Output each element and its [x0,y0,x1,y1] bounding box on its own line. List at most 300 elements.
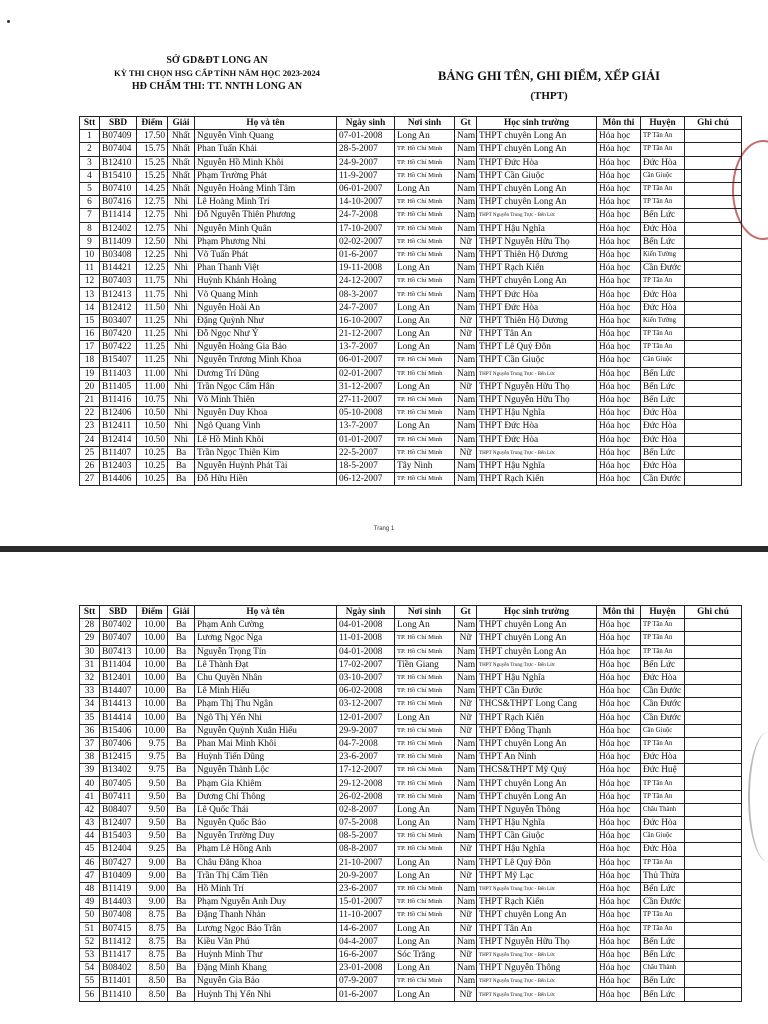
cell-district: Đức Hòa [641,407,685,420]
col-header-full-name: Họ và tên [195,606,337,619]
scan-dot [7,20,10,23]
cell-birth-place: TP. Hồ Chí Minh [395,446,455,459]
cell-birth-date: 14-6-2007 [337,922,395,935]
cell-gender: Nam [455,367,477,380]
cell-full-name: Phạm Gia Khiêm [195,777,337,790]
cell-note [685,209,742,222]
cell-school: THPT Nguyễn Trung Trực - Bến Lức [477,367,597,380]
cell-gender: Nam [455,856,477,869]
cell-score: 15.25 [137,156,168,169]
cell-stt: 9 [80,235,100,248]
cell-subject: Hóa học [597,948,641,961]
cell-district: Bến Lức [641,988,685,1001]
cell-birth-place: TP. Hồ Chí Minh [395,222,455,235]
cell-note [685,248,742,261]
cell-birth-place: Tây Ninh [395,459,455,472]
cell-birth-place: Long An [395,711,455,724]
cell-birth-place: TP. Hồ Chí Minh [395,645,455,658]
cell-gender: Nam [455,288,477,301]
cell-school: THPT Cần Giuộc [477,169,597,182]
cell-subject: Hóa học [597,314,641,327]
cell-gender: Nam [455,737,477,750]
cell-gender: Nam [455,262,477,275]
cell-note [685,777,742,790]
cell-gender: Nam [455,222,477,235]
table-row [80,777,742,790]
cell-subject: Hóa học [597,341,641,354]
table-row [80,130,742,143]
cell-full-name: Nguyễn Duy Khoa [195,407,337,420]
cell-birth-date: 06-12-2007 [337,473,395,486]
cell-stt: 5 [80,182,100,195]
cell-birth-date: 04-7-2008 [337,737,395,750]
cell-birth-date: 29-12-2008 [337,777,395,790]
cell-note [685,446,742,459]
cell-gender: Nữ [455,843,477,856]
cell-birth-place: TP. Hồ Chí Minh [395,698,455,711]
cell-district: Cần Đước [641,262,685,275]
cell-sbd: B11416 [100,393,137,406]
cell-district: Châu Thành [641,803,685,816]
issuer-header [86,54,348,93]
cell-stt: 11 [80,262,100,275]
cell-stt: 7 [80,209,100,222]
cell-score: 12.50 [137,235,168,248]
cell-subject: Hóa học [597,830,641,843]
cell-stt: 15 [80,314,100,327]
col-header-gender: Gt [455,606,477,619]
cell-note [685,328,742,341]
cell-school: THPT Đức Hòa [477,420,597,433]
cell-school: THPT Nguyễn Hữu Thọ [477,380,597,393]
cell-birth-place: TP. Hồ Chí Minh [395,896,455,909]
cell-subject: Hóa học [597,711,641,724]
cell-stt: 12 [80,275,100,288]
cell-gender: Nam [455,685,477,698]
col-header-full-name: Họ và tên [195,117,337,130]
cell-award: Ba [168,764,195,777]
cell-full-name: Đỗ Hữu Hiền [195,473,337,486]
table-row [80,988,742,1001]
cell-birth-place: TP. Hồ Chí Minh [395,737,455,750]
cell-award: Nhì [168,328,195,341]
cell-school: THPT Cần Giuộc [477,830,597,843]
cell-stt: 3 [80,156,100,169]
cell-stt: 21 [80,393,100,406]
cell-score: 9.50 [137,817,168,830]
cell-full-name: Nguyễn Thành Lộc [195,764,337,777]
cell-birth-place: TP. Hồ Chí Minh [395,777,455,790]
cell-note [685,935,742,948]
cell-sbd: B07427 [100,856,137,869]
table-row [80,473,742,486]
cell-note [685,751,742,764]
cell-subject: Hóa học [597,222,641,235]
table-row [80,909,742,922]
cell-full-name: Lê Hồ Minh Khôi [195,433,337,446]
cell-note [685,393,742,406]
cell-district: Bến Lức [641,446,685,459]
cell-birth-place: Long An [395,988,455,1001]
cell-district: Đức Hòa [641,751,685,764]
cell-score: 10.00 [137,645,168,658]
cell-score: 10.00 [137,711,168,724]
cell-subject: Hóa học [597,882,641,895]
cell-score: 9.00 [137,869,168,882]
cell-district: TP Tân An [641,130,685,143]
cell-subject: Hóa học [597,393,641,406]
cell-full-name: Nguyễn Quốc Bảo [195,817,337,830]
cell-stt: 44 [80,830,100,843]
cell-birth-place: Long An [395,301,455,314]
table-row [80,314,742,327]
cell-full-name: Ngô Thị Yến Nhi [195,711,337,724]
cell-gender: Nam [455,407,477,420]
cell-note [685,909,742,922]
cell-district: Châu Thành [641,962,685,975]
cell-full-name: Phạm Anh Cường [195,619,337,632]
cell-gender: Nữ [455,988,477,1001]
cell-school: THPT Lê Quý Đôn [477,856,597,869]
cell-birth-date: 17-10-2007 [337,222,395,235]
cell-score: 12.75 [137,209,168,222]
cell-district: Bến Lức [641,935,685,948]
table-row [80,235,742,248]
cell-gender: Nữ [455,948,477,961]
cell-score: 8.50 [137,988,168,1001]
cell-birth-place: Long An [395,380,455,393]
cell-stt: 17 [80,341,100,354]
cell-stt: 6 [80,196,100,209]
col-header-subject: Môn thi [597,117,641,130]
cell-district: TP Tân An [641,341,685,354]
cell-sbd: B12413 [100,288,137,301]
cell-gender: Nam [455,420,477,433]
cell-school: THPT Hậu Nghĩa [477,671,597,684]
cell-full-name: Võ Quang Minh [195,288,337,301]
cell-district: Đức Hòa [641,301,685,314]
cell-score: 12.25 [137,248,168,261]
cell-award: Ba [168,962,195,975]
cell-stt: 1 [80,130,100,143]
cell-sbd: B07407 [100,632,137,645]
cell-birth-date: 08-5-2007 [337,830,395,843]
cell-subject: Hóa học [597,433,641,446]
table-row [80,882,742,895]
cell-birth-date: 24-7-2007 [337,301,395,314]
cell-award: Ba [168,935,195,948]
cell-birth-place: Long An [395,420,455,433]
cell-subject: Hóa học [597,446,641,459]
cell-sbd: B11410 [100,988,137,1001]
cell-birth-date: 16-6-2007 [337,948,395,961]
cell-note [685,724,742,737]
cell-subject: Hóa học [597,156,641,169]
cell-subject: Hóa học [597,777,641,790]
cell-score: 9.50 [137,803,168,816]
cell-gender: Nam [455,882,477,895]
cell-sbd: B11401 [100,975,137,988]
cell-birth-place: Long An [395,130,455,143]
cell-full-name: Phạm Trường Phát [195,169,337,182]
results-table-page-2 [79,605,742,1002]
cell-birth-date: 29-9-2007 [337,724,395,737]
cell-gender: Nam [455,751,477,764]
cell-gender: Nam [455,935,477,948]
cell-score: 10.50 [137,407,168,420]
cell-subject: Hóa học [597,843,641,856]
cell-sbd: B07415 [100,922,137,935]
cell-subject: Hóa học [597,685,641,698]
cell-school: THPT Nguyễn Hữu Thọ [477,393,597,406]
cell-sbd: B08407 [100,803,137,816]
table-row [80,380,742,393]
cell-birth-date: 28-5-2007 [337,143,395,156]
cell-subject: Hóa học [597,380,641,393]
cell-score: 11.25 [137,314,168,327]
cell-gender: Nam [455,817,477,830]
cell-score: 10.75 [137,393,168,406]
cell-gender: Nam [455,130,477,143]
cell-sbd: B11405 [100,380,137,393]
cell-award: Nhì [168,248,195,261]
cell-stt: 36 [80,724,100,737]
cell-district: TP Tân An [641,143,685,156]
cell-stt: 22 [80,407,100,420]
cell-school: THPT Hậu Nghĩa [477,222,597,235]
cell-subject: Hóa học [597,301,641,314]
cell-note [685,817,742,830]
cell-full-name: Nguyễn Hồ Minh Khôi [195,156,337,169]
cell-sbd: B07408 [100,909,137,922]
cell-full-name: Chu Quyền Nhân [195,671,337,684]
table-row [80,393,742,406]
table-row [80,407,742,420]
cell-district: Bến Lức [641,367,685,380]
col-header-stt: Stt [80,117,100,130]
cell-award: Ba [168,658,195,671]
cell-full-name: Phạm Nguyễn Anh Duy [195,896,337,909]
cell-subject: Hóa học [597,737,641,750]
cell-gender: Nam [455,301,477,314]
table-row [80,420,742,433]
cell-stt: 28 [80,619,100,632]
cell-district: Đức Hòa [641,222,685,235]
cell-full-name: Nguyễn Vinh Quang [195,130,337,143]
cell-score: 17.50 [137,130,168,143]
cell-score: 11.25 [137,328,168,341]
cell-full-name: Phạm Phương Nhi [195,235,337,248]
cell-birth-date: 07-9-2007 [337,975,395,988]
cell-district: Cần Giuộc [641,354,685,367]
cell-award: Ba [168,711,195,724]
cell-award: Ba [168,830,195,843]
cell-gender: Nam [455,341,477,354]
cell-award: Nhì [168,341,195,354]
cell-award: Ba [168,790,195,803]
cell-birth-place: TP. Hồ Chí Minh [395,354,455,367]
cell-score: 9.25 [137,843,168,856]
cell-stt: 25 [80,446,100,459]
cell-gender: Nam [455,764,477,777]
cell-award: Nhì [168,262,195,275]
cell-school: THPT Nguyễn Trung Trực - Bến Lức [477,209,597,222]
cell-birth-place: TP. Hồ Chí Minh [395,235,455,248]
cell-full-name: Nguyễn Quỳnh Xuân Hiếu [195,724,337,737]
cell-birth-date: 11-9-2007 [337,169,395,182]
cell-award: Ba [168,632,195,645]
cell-award: Ba [168,473,195,486]
cell-full-name: Dương Chí Thông [195,790,337,803]
cell-birth-place: Long An [395,856,455,869]
cell-gender: Nam [455,803,477,816]
cell-score: 9.00 [137,896,168,909]
issuer-line-2: KỲ THI CHỌN HSG CẤP TỈNH NĂM HỌC 2023-2024 [114,68,320,78]
table-row [80,222,742,235]
cell-gender: Nữ [455,909,477,922]
cell-birth-date: 02-8-2007 [337,803,395,816]
table-row [80,301,742,314]
cell-birth-date: 16-10-2007 [337,314,395,327]
cell-score: 10.00 [137,724,168,737]
cell-birth-date: 24-12-2007 [337,275,395,288]
cell-school: THPT Nguyễn Trung Trực - Bến Lức [477,975,597,988]
cell-school: THPT Đức Hòa [477,156,597,169]
cell-birth-date: 11-01-2008 [337,632,395,645]
cell-sbd: B14413 [100,698,137,711]
cell-full-name: Lê Thành Đạt [195,658,337,671]
cell-award: Nhì [168,407,195,420]
cell-sbd: B12414 [100,433,137,446]
cell-full-name: Võ Tuấn Phát [195,248,337,261]
cell-school: THPT chuyên Long An [477,619,597,632]
cell-award: Nhì [168,288,195,301]
cell-full-name: Nguyễn Minh Quân [195,222,337,235]
cell-full-name: Nguyễn Trương Minh Khoa [195,354,337,367]
cell-award: Ba [168,909,195,922]
table-row [80,248,742,261]
cell-school: THPT Hậu Nghĩa [477,407,597,420]
cell-birth-date: 17-02-2007 [337,658,395,671]
col-header-district: Huyện [641,117,685,130]
cell-birth-place: TP. Hồ Chí Minh [395,685,455,698]
cell-note [685,314,742,327]
cell-stt: 31 [80,658,100,671]
cell-sbd: B07410 [100,182,137,195]
cell-birth-place: Long An [395,962,455,975]
cell-note [685,671,742,684]
cell-stt: 14 [80,301,100,314]
cell-district: Bến Lức [641,882,685,895]
cell-subject: Hóa học [597,922,641,935]
issuer-line-3: HĐ CHẤM THI: TT. NNTH LONG AN [131,81,303,92]
issuer-line-1: SỞ GD&ĐT LONG AN [166,55,268,66]
cell-score: 15.25 [137,169,168,182]
cell-score: 10.00 [137,658,168,671]
cell-district: Bến Lức [641,948,685,961]
cell-birth-date: 06-01-2007 [337,182,395,195]
cell-sbd: B15406 [100,724,137,737]
cell-school: THPT Nguyễn Trung Trực - Bến Lức [477,948,597,961]
cell-full-name: Huỳnh Tiến Dũng [195,751,337,764]
col-header-school: Học sinh trường [477,606,597,619]
cell-sbd: B11417 [100,948,137,961]
cell-score: 10.50 [137,420,168,433]
cell-full-name: Nguyễn Hoàng Gia Bảo [195,341,337,354]
cell-stt: 45 [80,843,100,856]
cell-school: THPT chuyên Long An [477,777,597,790]
cell-stt: 30 [80,645,100,658]
cell-full-name: Đặng Minh Khang [195,962,337,975]
cell-award: Ba [168,988,195,1001]
cell-sbd: B07413 [100,645,137,658]
cell-score: 10.25 [137,459,168,472]
cell-award: Nhì [168,420,195,433]
cell-school: THPT Tân An [477,922,597,935]
col-header-birth-date: Ngày sinh [337,117,395,130]
cell-school: THPT Lê Quý Đôn [477,341,597,354]
cell-award: Nhì [168,275,195,288]
cell-birth-date: 17-12-2007 [337,764,395,777]
cell-stt: 49 [80,896,100,909]
cell-stt: 39 [80,764,100,777]
cell-sbd: B11419 [100,882,137,895]
cell-sbd: B12415 [100,751,137,764]
cell-birth-date: 31-12-2007 [337,380,395,393]
cell-note [685,354,742,367]
cell-birth-place: TP. Hồ Chí Minh [395,143,455,156]
col-header-award: Giải [168,117,195,130]
cell-subject: Hóa học [597,196,641,209]
cell-gender: Nữ [455,869,477,882]
cell-birth-date: 11-10-2007 [337,909,395,922]
cell-stt: 10 [80,248,100,261]
cell-stt: 18 [80,354,100,367]
cell-district: Cần Đước [641,896,685,909]
cell-birth-place: TP. Hồ Chí Minh [395,975,455,988]
table-row [80,433,742,446]
cell-district: Cần Đước [641,473,685,486]
table-row [80,262,742,275]
cell-birth-date: 08-8-2007 [337,843,395,856]
cell-score: 12.75 [137,222,168,235]
cell-note [685,156,742,169]
cell-gender: Nam [455,182,477,195]
cell-full-name: Kiều Văn Phú [195,935,337,948]
table-row [80,288,742,301]
cell-full-name: Trần Ngọc Thiên Kim [195,446,337,459]
cell-school: THPT chuyên Long An [477,737,597,750]
cell-birth-place: TP. Hồ Chí Minh [395,764,455,777]
table-row [80,843,742,856]
cell-school: THPT chuyên Long An [477,275,597,288]
cell-stt: 20 [80,380,100,393]
cell-district: Kiến Tường [641,248,685,261]
cell-award: Nhì [168,222,195,235]
cell-subject: Hóa học [597,935,641,948]
cell-award: Ba [168,459,195,472]
cell-sbd: B07402 [100,619,137,632]
cell-score: 10.00 [137,685,168,698]
cell-birth-date: 13-7-2007 [337,420,395,433]
cell-gender: Nam [455,896,477,909]
cell-school: THPT Thiên Hộ Dương [477,248,597,261]
table-row [80,196,742,209]
cell-score: 8.75 [137,948,168,961]
cell-subject: Hóa học [597,645,641,658]
cell-score: 9.00 [137,856,168,869]
table-row [80,671,742,684]
